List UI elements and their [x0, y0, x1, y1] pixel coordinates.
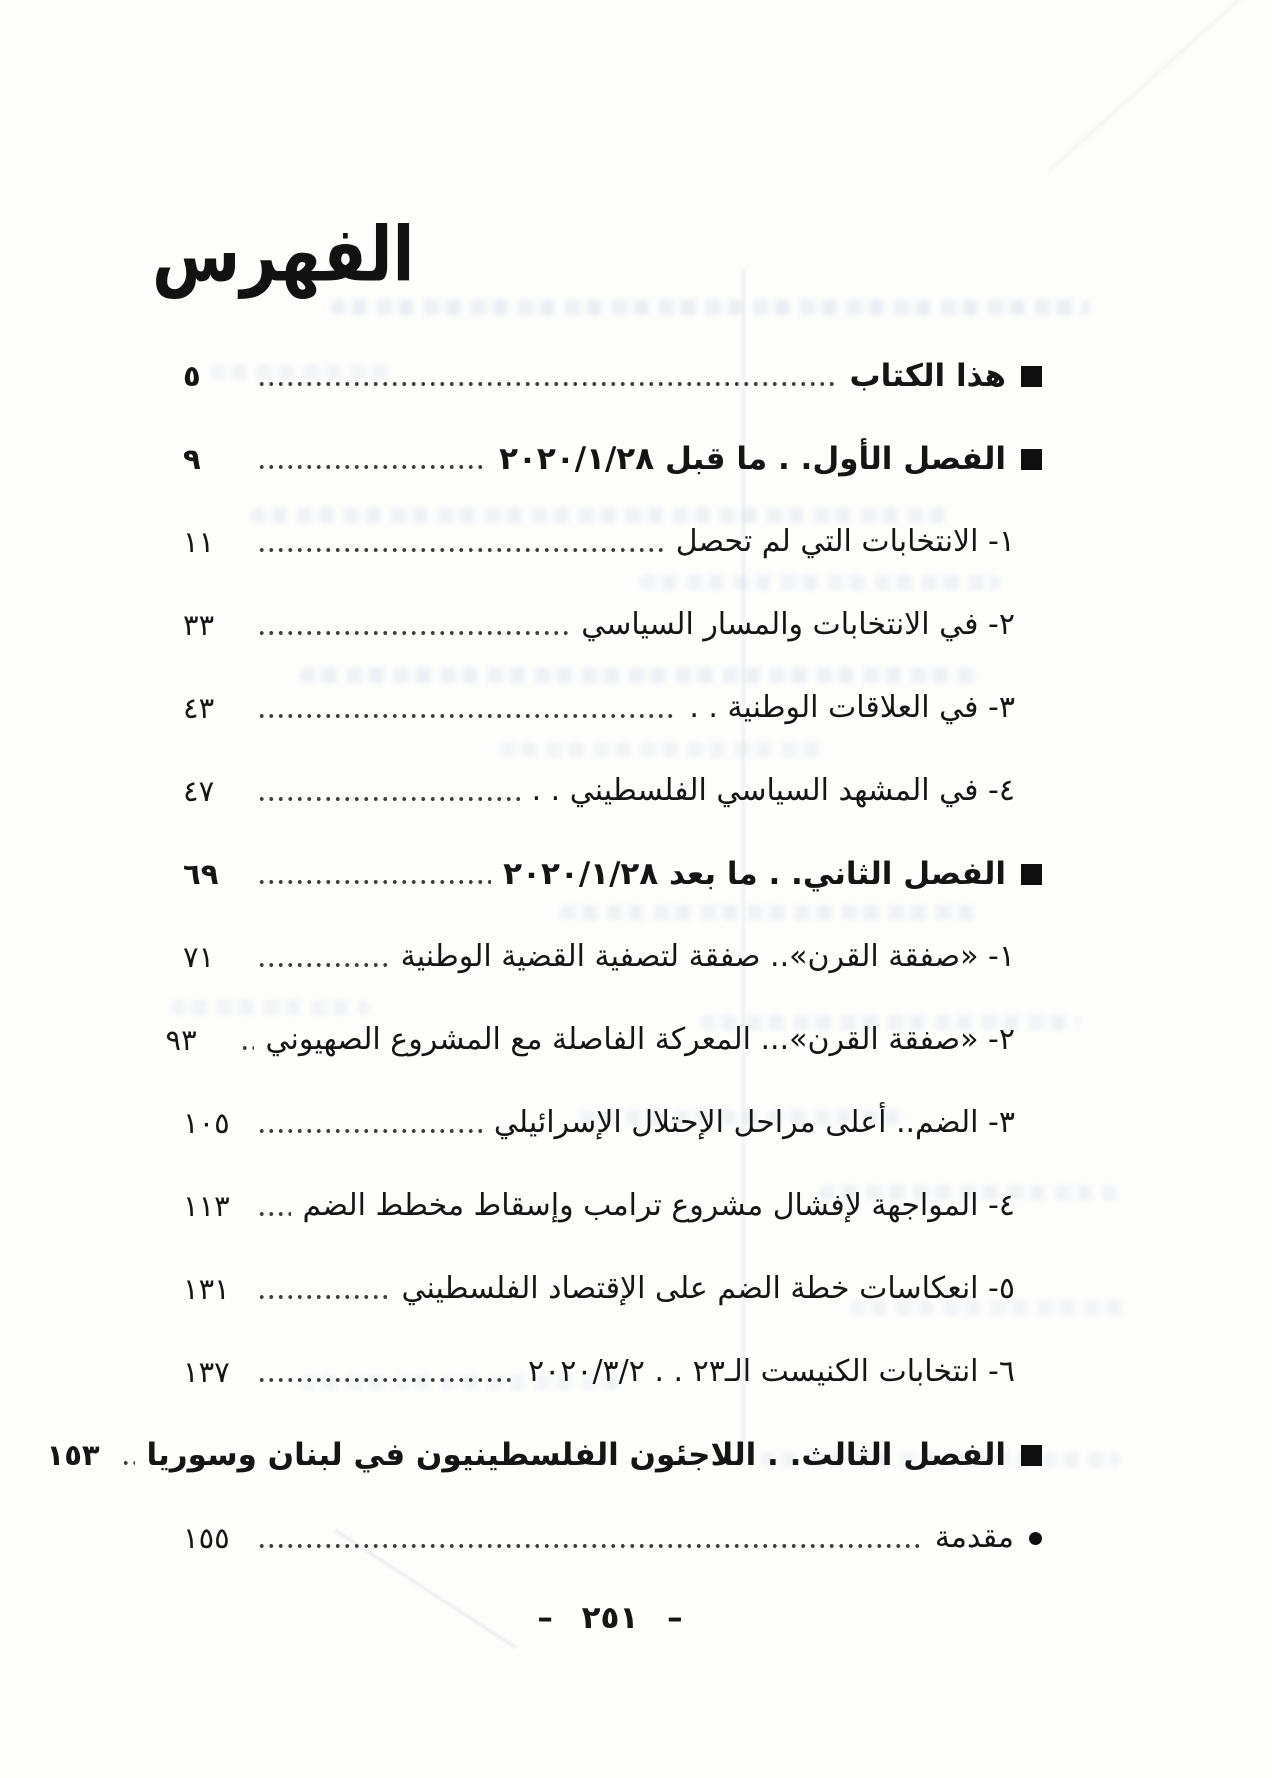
- toc-entry-label: ١- «صفقة القرن».. صفقة لتصفية القضية الوطنية: [400, 939, 1015, 974]
- dot-leader: [257, 1294, 389, 1300]
- dot-leader: [257, 630, 569, 636]
- toc-entry-page: ٩٣: [165, 1023, 197, 1057]
- toc-entry-label: ٤- المواجهة لإفشال مشروع ترامب وإسقاط مخطط الضم: [302, 1188, 1015, 1223]
- toc-entry: [183, 605, 1042, 645]
- section-bullet-icon: [1021, 864, 1042, 885]
- dot-leader: [121, 1460, 135, 1466]
- toc-entry-label: ٦- انتخابات الكنيست الـ٢٣ . . ٢٠٢٠/٣/٢: [528, 1354, 1015, 1389]
- toc-entry-label: مقدمة: [934, 1520, 1014, 1555]
- toc-entry: [183, 771, 1042, 811]
- toc-entry-page: ١١: [183, 525, 215, 559]
- toc-entry-label: ٢- «صفقة القرن»... المعركة الفاصلة مع المشروع الصهيوني: [265, 1022, 1015, 1057]
- dot-leader: [257, 796, 520, 802]
- toc-list: [46, 356, 1042, 1601]
- toc-entry-page: ٣٣: [183, 608, 215, 642]
- dot-leader: [257, 879, 491, 885]
- toc-entry-label: ٣- في العلاقات الوطنية . .: [689, 690, 1015, 725]
- section-bullet-icon: [1021, 1445, 1042, 1466]
- bleedthrough-artifact: [330, 300, 1090, 315]
- toc-entry-page: ١٣٧: [183, 1355, 230, 1389]
- toc-entry-label: ١- الانتخابات التي لم تحصل: [675, 524, 1015, 559]
- toc-entry: [183, 937, 1042, 977]
- toc-entry-page: ٦٩: [183, 857, 219, 891]
- toc-entry-label: هذا الكتاب: [849, 358, 1006, 394]
- toc-entry-page: ٩: [183, 442, 201, 476]
- toc-entry-label: الفصل الثاني. . ما بعد ٢٠٢٠/١/٢٨: [503, 856, 1006, 892]
- toc-entry-page: ٥: [183, 359, 201, 393]
- toc-entry-page: ٤٣: [183, 691, 215, 725]
- dot-leader: [257, 713, 677, 719]
- crease-artifact: [1048, 0, 1272, 172]
- toc-entry-label: الفصل الأول. . ما قبل ٢٠٢٠/١/٢٨: [499, 441, 1006, 477]
- dot-leader: [257, 547, 664, 553]
- toc-entry: [183, 688, 1042, 728]
- toc-entry-label: ٥- انعكاسات خطة الضم على الإقتصاد الفلسطيني: [401, 1271, 1015, 1306]
- toc-entry-page: ١٠٥: [183, 1106, 230, 1140]
- toc-entry-label: ٣- الضم.. أعلى مراحل الإحتلال الإسرائيلي: [493, 1105, 1015, 1140]
- toc-entry-page: ١٣١: [183, 1272, 230, 1306]
- toc-entry: [183, 439, 1042, 479]
- toc-entry: [46, 1435, 1042, 1475]
- section-bullet-icon: [1021, 449, 1042, 470]
- toc-entry: [183, 356, 1042, 396]
- toc-entry: [183, 1269, 1042, 1309]
- toc-entry-page: ١١٣: [183, 1189, 230, 1223]
- toc-entry-label: ٢- في الانتخابات والمسار السياسي: [581, 607, 1015, 642]
- toc-entry: [165, 1020, 1042, 1060]
- dot-leader: [257, 962, 389, 968]
- toc-entry: [183, 1518, 1042, 1558]
- toc-entry-page: ٤٧: [183, 774, 215, 808]
- dot-leader: [257, 1211, 291, 1217]
- page-title: الفهرس: [152, 212, 415, 300]
- toc-entry: [183, 1186, 1042, 1226]
- toc-entry-page: ١٥٥: [183, 1521, 230, 1555]
- toc-entry: [183, 854, 1042, 894]
- intro-bullet-icon: [1029, 1532, 1042, 1545]
- toc-entry-page: ١٥٣: [46, 1438, 100, 1472]
- page-number-footer: – ٢٥١ –: [537, 1600, 683, 1636]
- dot-leader: [240, 1045, 254, 1051]
- dot-leader: [257, 1543, 923, 1549]
- section-bullet-icon: [1021, 366, 1042, 387]
- dot-leader: [257, 1128, 482, 1134]
- toc-entry: [183, 1352, 1042, 1392]
- toc-entry-label: ٤- في المشهد السياسي الفلسطيني . .: [531, 773, 1015, 808]
- dot-leader: [257, 464, 487, 470]
- dot-leader: [257, 1377, 516, 1383]
- toc-entry-page: ٧١: [183, 940, 215, 974]
- toc-entry-label: الفصل الثالث. . اللاجئون الفلسطينيون في لبنان وسوريا: [146, 1437, 1006, 1473]
- toc-entry: [183, 522, 1042, 562]
- dot-leader: [257, 381, 837, 387]
- toc-entry: [183, 1103, 1042, 1143]
